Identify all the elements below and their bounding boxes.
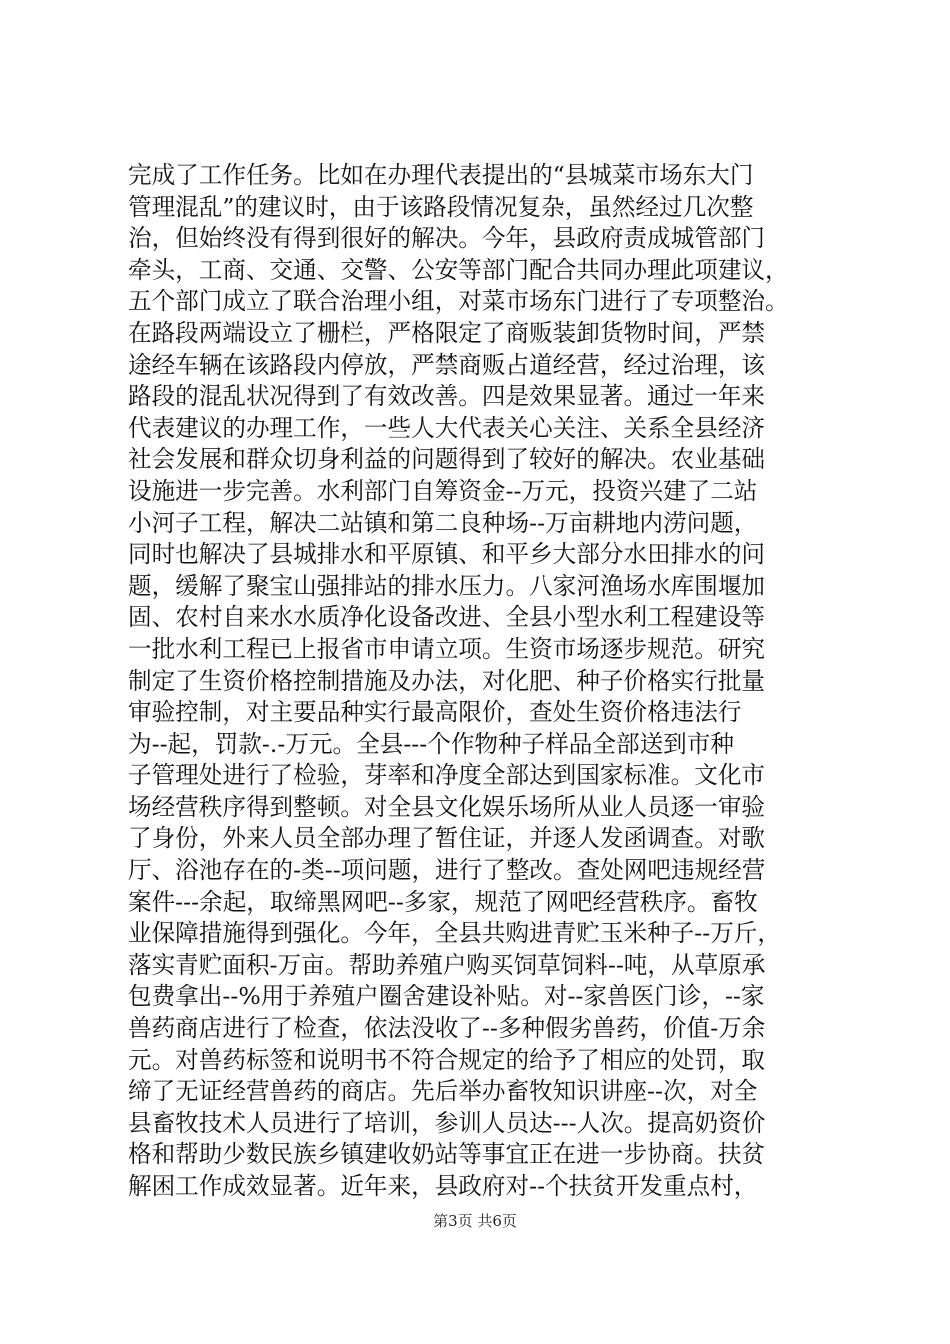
- text-line: 包费拿出--%用于养殖户圈舍建设补贴。对--家兽医门诊，--家: [128, 982, 765, 1011]
- page-footer: 第3页 共6页: [433, 1212, 517, 1230]
- text-line: 案件---余起，取缔黑网吧--多家，规范了网吧经营秩序。畜牧: [128, 887, 758, 916]
- text-line: 缔了无证经营兽药的商店。先后举办畜牧知识讲座--次，对全: [128, 1077, 758, 1106]
- text-line: 五个部门成立了联合治理小组，对菜市场东门进行了专项整治。: [128, 287, 789, 316]
- text-line: 治，但始终没有得到很好的解决。今年，县政府责成城管部门: [128, 224, 766, 253]
- text-line: 业保障措施得到强化。今年，全县共购进青贮玉米种子--万斤，: [128, 919, 781, 948]
- text-line: 小河子工程，解决二站镇和第二良种场--万亩耕地内涝问题，: [128, 508, 758, 537]
- text-line: 审验控制，对主要品种实行最高限价，查处生资价格违法行: [128, 698, 742, 727]
- text-line: 设施进一步完善。水利部门自筹资金--万元，投资兴建了二站: [128, 476, 758, 505]
- text-line: 牵头，工商、交通、交警、公安等部门配合共同办理此项建议，: [128, 255, 789, 284]
- text-line: 固、农村自来水水质净化设备改进、全县小型水利工程建设等: [128, 603, 766, 632]
- text-line: 题，缓解了聚宝山强排站的排水压力。八家河渔场水库围堰加: [128, 571, 766, 600]
- text-line: 场经营秩序得到整顿。对全县文化娱乐场所从业人员逐一审验: [128, 792, 766, 821]
- text-line: 管理混乱”的建议时，由于该路段情况复杂，虽然经过几次整: [128, 192, 754, 221]
- text-line: 在路段两端设立了栅栏，严格限定了商贩装卸货物时间，严禁: [128, 318, 766, 347]
- text-line: 一批水利工程已上报省市申请立项。生资市场逐步规范。研究: [128, 634, 766, 663]
- text-line: 元。对兽药标签和说明书不符合规定的给予了相应的处罚，取: [128, 1045, 766, 1074]
- text-line: 解困工作成效显著。近年来，县政府对--个扶贫开发重点村，: [128, 1172, 758, 1200]
- text-line: 为--起，罚款-.-万元。全县---个作物种子样品全部送到市种: [128, 729, 734, 758]
- body-text: [128, 160, 828, 1203]
- text-line: 县畜牧技术人员进行了培训，参训人员达---人次。提高奶资价: [128, 1108, 766, 1137]
- text-line: 兽药商店进行了检查，依法没收了--多种假劣兽药，价值-万余: [128, 1014, 766, 1043]
- text-line: 代表建议的办理工作，一些人大代表关心关注、关系全县经济: [128, 413, 766, 442]
- text-line: 路段的混乱状况得到了有效改善。四是效果显著。通过一年来: [128, 382, 766, 411]
- text-line: 了身份，外来人员全部办理了暂住证，并逐人发函调查。对歌: [128, 824, 766, 853]
- text-line: 厅、浴池存在的-类--项问题，进行了整改。查处网吧违规经营: [128, 856, 766, 885]
- text-line: 子管理处进行了检验，芽率和净度全部达到国家标准。文化市: [128, 761, 766, 790]
- text-line: 格和帮助少数民族乡镇建收奶站等事宜正在进一步协商。扶贫: [128, 1140, 766, 1169]
- text-line: 完成了工作任务。比如在办理代表提出的“县城菜市场东大门: [128, 161, 754, 189]
- text-line: 制定了生资价格控制措施及办法，对化肥、种子价格实行批量: [128, 666, 766, 695]
- text-line: 社会发展和群众切身利益的问题得到了较好的解决。农业基础: [128, 445, 766, 474]
- text-line: 落实青贮面积-万亩。帮助养殖户购买饲草饲料--吨，从草原承: [128, 950, 766, 979]
- text-line: 同时也解决了县城排水和平原镇、和平乡大部分水田排水的问: [128, 540, 766, 569]
- text-line: 途经车辆在该路段内停放，严禁商贩占道经营，经过治理，该: [128, 350, 766, 379]
